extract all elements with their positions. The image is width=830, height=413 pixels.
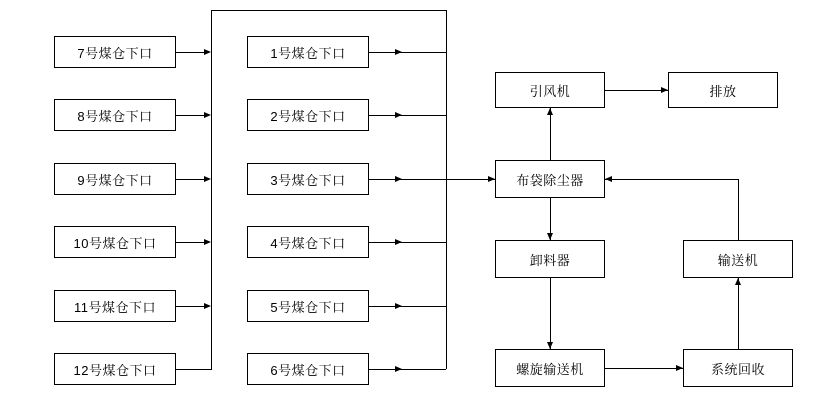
arrowhead-baghouse-to-unloader <box>547 233 553 240</box>
edge-unloader-to-screw <box>550 278 551 349</box>
arrowhead-bunker3 <box>395 176 402 182</box>
arrowhead-bunker7 <box>204 49 211 55</box>
node-screw-conveyor[interactable] <box>495 349 605 387</box>
edge-recovery-to-conveyor <box>738 278 739 349</box>
arrowhead-trunk-to-baghouse <box>488 176 495 182</box>
edge-bunker9-to-trunk <box>176 179 206 180</box>
edge-bunker10-to-trunk <box>176 242 206 243</box>
edge-bunker8-to-trunk <box>176 115 206 116</box>
node-label: 11号煤仓下口 <box>74 299 156 315</box>
arrowhead-bunker2 <box>395 112 402 118</box>
node-label: 12号煤仓下口 <box>73 362 157 378</box>
node-coal-bunker-6[interactable] <box>247 353 369 385</box>
arrowhead-bunker6 <box>395 366 402 372</box>
node-system-recovery[interactable] <box>683 349 793 387</box>
arrowhead-conveyor-to-baghouse <box>605 176 612 182</box>
edge-bunker5-to-trunk <box>369 306 446 307</box>
node-coal-bunker-5[interactable] <box>247 290 369 322</box>
node-label: 螺旋输送机 <box>516 361 584 377</box>
node-label: 引风机 <box>529 83 571 99</box>
node-label: 1号煤仓下口 <box>270 45 346 61</box>
node-label: 卸料器 <box>529 252 571 268</box>
node-coal-bunker-7[interactable] <box>54 36 176 68</box>
node-coal-bunker-1[interactable] <box>247 36 369 68</box>
arrowhead-screw-to-recovery <box>676 365 683 371</box>
node-label: 2号煤仓下口 <box>270 108 346 124</box>
node-label: 8号煤仓下口 <box>77 108 153 124</box>
node-coal-bunker-4[interactable] <box>247 226 369 258</box>
node-label: 4号煤仓下口 <box>270 235 346 251</box>
node-label: 9号煤仓下口 <box>77 172 153 188</box>
edge-bunker2-to-trunk <box>369 115 446 116</box>
node-label: 排放 <box>709 83 737 99</box>
node-bag-filter[interactable] <box>495 160 605 198</box>
edge-bunker3-to-baghouse <box>369 179 495 180</box>
edge-bunker11-to-trunk <box>176 306 206 307</box>
node-coal-bunker-11[interactable] <box>54 290 176 322</box>
node-coal-bunker-12[interactable] <box>54 353 176 385</box>
arrowhead-fan-to-exhaust <box>661 87 668 93</box>
edge-conveyor-to-baghouse <box>605 179 738 180</box>
edge-baghouse-to-fan <box>550 108 551 160</box>
arrowhead-bunker5 <box>395 303 402 309</box>
arrowhead-bunker4 <box>395 239 402 245</box>
edge-bunker6-to-trunk <box>369 369 446 370</box>
node-label: 3号煤仓下口 <box>270 172 346 188</box>
trunk-right-vertical <box>446 10 447 369</box>
node-label: 6号煤仓下口 <box>270 362 346 378</box>
node-label: 系统回收 <box>710 361 765 377</box>
node-label: 7号煤仓下口 <box>77 45 153 61</box>
edge-bunker1-to-trunk <box>369 52 446 53</box>
node-label: 布袋除尘器 <box>516 172 584 188</box>
node-exhaust[interactable] <box>668 72 778 108</box>
trunk-top-rail <box>211 10 446 11</box>
node-label: 5号煤仓下口 <box>270 299 346 315</box>
node-conveyor[interactable] <box>683 240 793 278</box>
node-label: 输送机 <box>717 252 759 268</box>
arrowhead-baghouse-to-fan <box>547 108 553 115</box>
edge-bunker4-to-trunk <box>369 242 446 243</box>
arrowhead-recovery-to-conveyor <box>735 278 741 285</box>
node-coal-bunker-9[interactable] <box>54 163 176 195</box>
node-coal-bunker-10[interactable] <box>54 226 176 258</box>
node-induced-draft-fan[interactable] <box>495 72 605 108</box>
arrowhead-bunker9 <box>204 176 211 182</box>
edge-screw-to-recovery <box>605 368 683 369</box>
node-coal-bunker-8[interactable] <box>54 99 176 131</box>
node-label: 10号煤仓下口 <box>73 235 157 251</box>
edge-bunker7-to-trunk <box>176 52 206 53</box>
node-coal-bunker-2[interactable] <box>247 99 369 131</box>
arrowhead-bunker1 <box>395 49 402 55</box>
edge-conveyor-riser <box>738 179 739 240</box>
edge-fan-to-exhaust <box>605 90 668 91</box>
node-unloader[interactable] <box>495 240 605 278</box>
arrowhead-unloader-to-screw <box>547 342 553 349</box>
arrowhead-bunker8 <box>204 112 211 118</box>
edge-bunker12-to-trunk <box>176 369 212 370</box>
trunk-left-vertical <box>211 10 212 369</box>
arrowhead-bunker11 <box>204 303 211 309</box>
node-coal-bunker-3[interactable] <box>247 163 369 195</box>
arrowhead-bunker10 <box>204 239 211 245</box>
